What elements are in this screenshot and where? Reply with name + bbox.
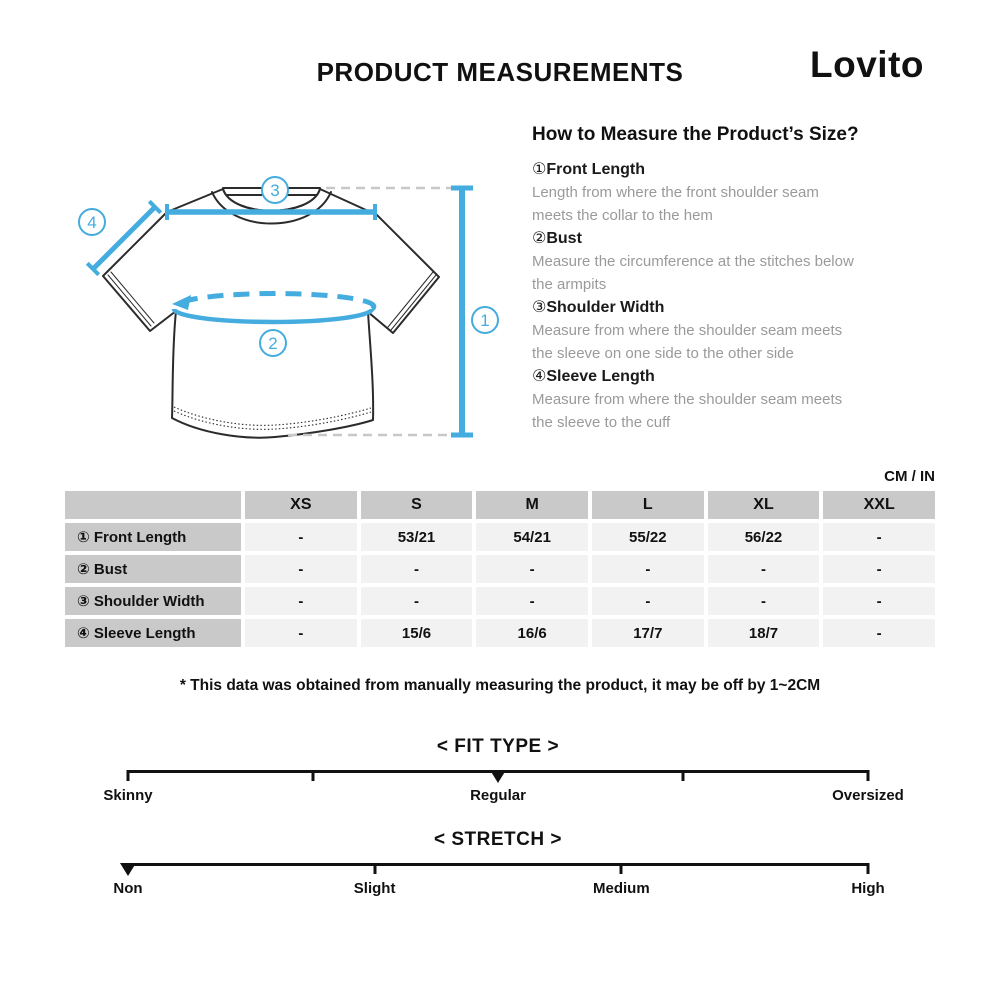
measurement-value: - — [592, 587, 704, 615]
measurement-value: 54/21 — [476, 523, 588, 551]
table-row-label: ④ Sleeve Length — [65, 619, 241, 647]
measurement-value: 15/6 — [361, 619, 473, 647]
callout-2 — [260, 330, 286, 356]
measurement-disclaimer: * This data was obtained from manually measuring the product, it may be off by 1~2CM — [179, 677, 821, 694]
front-length-measure-line — [451, 188, 473, 435]
slider-label-slight: Slight — [353, 880, 396, 897]
measurement-value: - — [823, 555, 935, 583]
how-to-measure-section — [532, 124, 872, 434]
slider-tick — [373, 863, 376, 874]
table-row-label: ② Bust — [65, 555, 241, 583]
page-title: PRODUCT MEASUREMENTS — [316, 57, 684, 87]
measure-item-label: Sleeve Length — [546, 368, 655, 385]
size-column-header: XS — [245, 491, 357, 519]
measure-item-label: Front Length — [546, 161, 645, 178]
svg-text:3: 3 — [270, 181, 280, 201]
slider-marker-triangle — [120, 863, 136, 876]
measurement-value: - — [823, 587, 935, 615]
slider-track — [128, 863, 868, 877]
brand-logo: Lovito — [810, 44, 924, 85]
slider-label-high: High — [851, 880, 885, 897]
size-column-header: XL — [708, 491, 820, 519]
slider-track — [128, 770, 868, 784]
slider-marker-triangle — [490, 770, 506, 783]
measure-item-description: Length from where the front shoulder seam meets the collar to the hem — [532, 184, 819, 224]
size-column-header: L — [592, 491, 704, 519]
slider-line — [128, 863, 868, 866]
svg-text:2: 2 — [268, 334, 278, 354]
measurement-value: 55/22 — [592, 523, 704, 551]
slider-tick — [620, 863, 623, 874]
measurement-value: - — [592, 555, 704, 583]
measurement-value: - — [708, 555, 820, 583]
callout-1 — [472, 307, 498, 333]
size-column-header: S — [361, 491, 473, 519]
size-column-header: XXL — [823, 491, 935, 519]
measurement-value: - — [476, 587, 588, 615]
slider-title: < FIT TYPE > — [436, 736, 560, 757]
measure-item-title — [532, 227, 872, 250]
measurement-value: 53/21 — [361, 523, 473, 551]
measure-item-title — [532, 365, 872, 388]
callout-3 — [262, 177, 288, 203]
tshirt-measurement-diagram — [60, 150, 520, 470]
slider-label-oversized: Oversized — [832, 787, 904, 804]
slider-title: < STRETCH > — [434, 829, 562, 850]
measurement-value: - — [823, 523, 935, 551]
measurement-value: - — [245, 619, 357, 647]
measurement-value: 17/7 — [592, 619, 704, 647]
circled-number: ③ — [532, 299, 547, 316]
measure-instruction-item — [532, 296, 872, 365]
measurement-value: - — [245, 555, 357, 583]
measure-item-title — [532, 296, 872, 319]
circled-number: ④ — [532, 368, 547, 385]
measure-item-label: Bust — [546, 230, 582, 247]
how-to-measure-list — [532, 158, 872, 434]
circled-number: ① — [532, 161, 547, 178]
measurement-value: 16/6 — [476, 619, 588, 647]
measurement-value: 56/22 — [708, 523, 820, 551]
slider-labels — [103, 787, 904, 805]
tshirt-outline — [103, 189, 439, 438]
stretch-slider — [113, 829, 885, 898]
slider-labels — [113, 880, 885, 898]
svg-text:1: 1 — [480, 311, 490, 331]
slider-tick — [867, 770, 870, 781]
measure-item-label: Shoulder Width — [546, 299, 665, 316]
measure-instruction-item — [532, 227, 872, 296]
table-corner-cell — [65, 491, 241, 519]
measure-instruction-item — [532, 158, 872, 227]
slider-tick — [127, 770, 130, 781]
size-column-header: M — [476, 491, 588, 519]
measurement-value: - — [361, 587, 473, 615]
measurement-value: - — [708, 587, 820, 615]
measurement-value: - — [245, 523, 357, 551]
svg-text:4: 4 — [87, 213, 97, 233]
measure-item-description: Measure from where the shoulder seam meets the sleeve on one side to the other side — [532, 322, 843, 362]
measure-instruction-item — [532, 365, 872, 434]
how-to-measure-heading: How to Measure the Product’s Size? — [532, 124, 859, 145]
size-table — [65, 491, 935, 647]
unit-label: CM / IN — [884, 468, 935, 485]
measurement-value: - — [245, 587, 357, 615]
slider-label-regular: Regular — [470, 787, 526, 804]
fit-type-slider — [103, 736, 904, 805]
slider-label-non: Non — [113, 880, 143, 897]
measurement-value: - — [823, 619, 935, 647]
measurement-value: - — [476, 555, 588, 583]
circled-number: ② — [532, 230, 547, 247]
slider-label-medium: Medium — [593, 880, 650, 897]
measurement-value: 18/7 — [708, 619, 820, 647]
callout-4 — [79, 209, 105, 235]
slider-tick — [312, 770, 315, 781]
slider-label-skinny: Skinny — [103, 787, 153, 804]
measure-item-description: Measure the circumference at the stitches below the armpits — [532, 253, 854, 293]
table-row-label: ① Front Length — [65, 523, 241, 551]
slider-tick — [682, 770, 685, 781]
measure-item-title — [532, 158, 872, 181]
measure-item-description: Measure from where the shoulder seam meets the sleeve to the cuff — [532, 391, 843, 431]
slider-tick — [867, 863, 870, 874]
table-row-label: ③ Shoulder Width — [65, 587, 241, 615]
measurement-value: - — [361, 555, 473, 583]
